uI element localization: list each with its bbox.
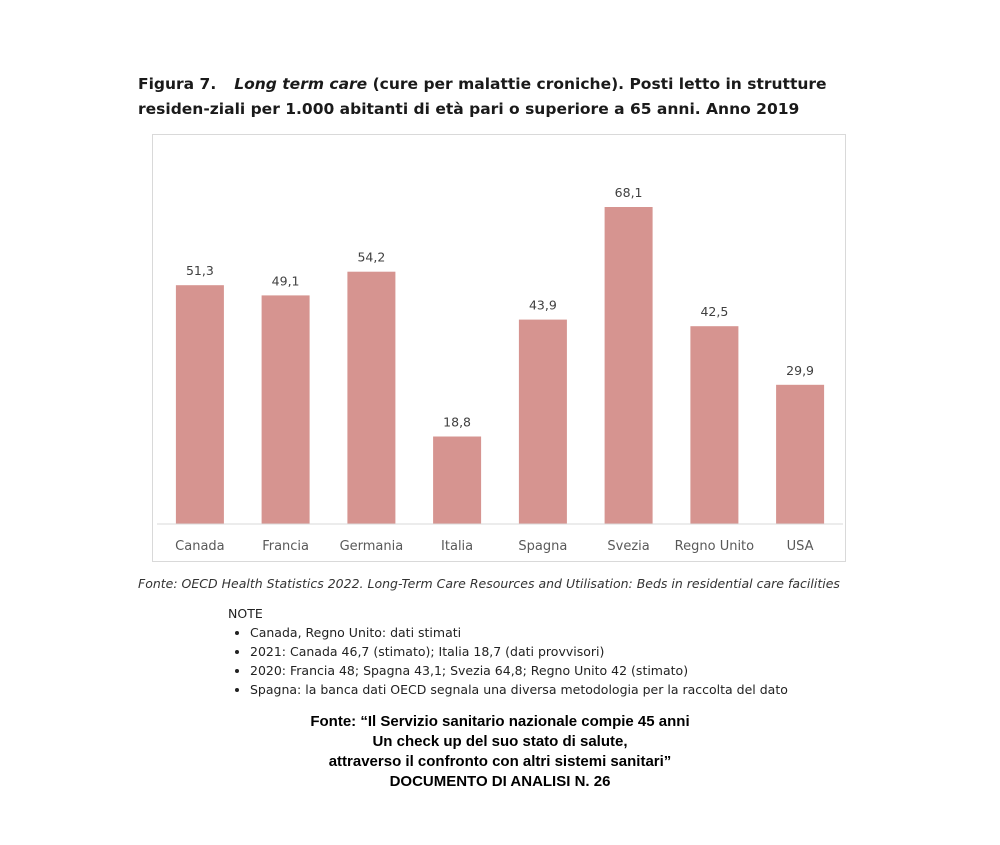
footer-line: Fonte: “Il Servizio sanitario nazionale compie 45 anni	[310, 713, 690, 730]
category-label: Regno Unito	[674, 539, 755, 554]
notes-block	[228, 606, 788, 699]
note-item: • 2020: Francia 48; Spagna 43,1; Svezia 64,8; Regno Unito 42 (stimato)	[250, 661, 788, 680]
data-label: 51,3	[185, 263, 214, 279]
document-source-footer	[0, 712, 1000, 792]
data-label: 68,1	[614, 185, 643, 200]
figure-title-emphasis: Long term care	[234, 75, 368, 93]
bar	[776, 385, 824, 524]
bar	[262, 295, 310, 524]
data-label: 18,8	[443, 414, 472, 430]
figure-title	[138, 72, 858, 122]
bar	[690, 326, 738, 524]
chart-source: Fonte: OECD Health Statistics 2022. Long-Term Care Resources and Utilisation: Beds in residential care facilities	[138, 576, 840, 591]
data-label: 54,2	[357, 249, 386, 265]
note-item: • Canada, Regno Unito: dati stimati	[250, 623, 788, 642]
category-label: Spagna	[518, 539, 568, 554]
figure-title-text: (cure per malattie croniche). Posti letto in strutture residen-ziali per 1.000 abitanti di età pari o superiore a 65 anni. Anno 2019	[138, 75, 827, 118]
category-label: Canada	[175, 539, 225, 554]
category-label: Francia	[262, 539, 310, 554]
data-label: 29,9	[786, 362, 815, 378]
footer-line: attraverso il confronto con altri sistemi sanitari”	[328, 753, 672, 770]
chart-frame	[152, 134, 846, 562]
note-item: • Spagna: la banca dati OECD segnala una diversa metodologia per la raccolta del dato	[250, 680, 788, 699]
bar	[433, 437, 481, 525]
footer-line: Un check up del suo stato di salute,	[372, 733, 628, 750]
bar-chart	[153, 135, 847, 563]
footer-line: DOCUMENTO DI ANALISI N. 26	[389, 773, 611, 790]
data-label: 43,9	[528, 297, 557, 313]
category-label: Svezia	[607, 539, 650, 554]
category-label: Germania	[339, 539, 404, 554]
bar	[176, 285, 224, 524]
bar	[605, 207, 653, 524]
notes-list	[228, 623, 788, 699]
figure-number: Figura 7.	[138, 75, 217, 93]
note-item: • 2021: Canada 46,7 (stimato); Italia 18,7 (dati provvisori)	[250, 642, 788, 661]
notes-heading: NOTE	[228, 606, 263, 621]
bar	[519, 320, 567, 524]
data-label: 49,1	[271, 273, 300, 289]
data-label: 42,5	[700, 304, 729, 320]
bar	[347, 272, 395, 524]
category-label: Italia	[441, 539, 474, 554]
category-label: USA	[786, 539, 814, 554]
